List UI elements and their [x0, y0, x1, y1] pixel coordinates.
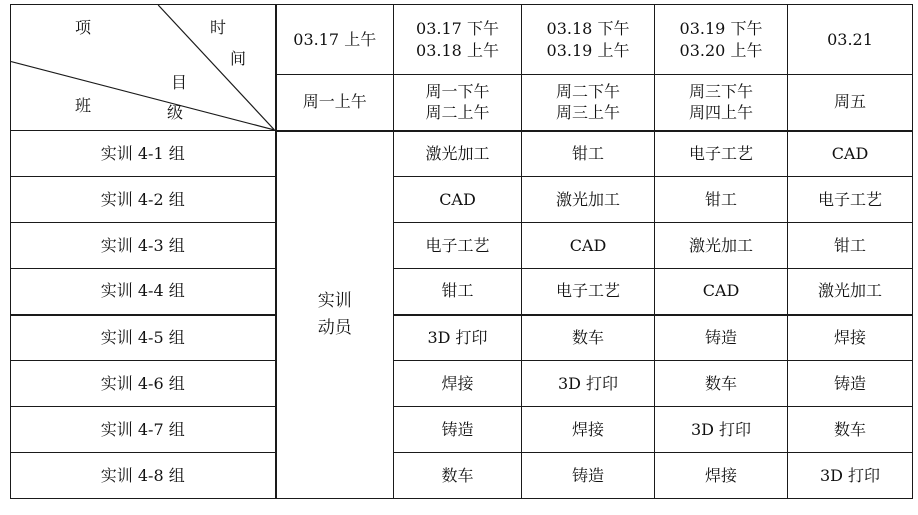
- table-row: [11, 453, 913, 499]
- schedule-cell: 钳工: [655, 177, 788, 223]
- date-header-cell: [788, 5, 913, 75]
- schedule-cell: 铸造: [394, 407, 522, 453]
- schedule-cell: 激光加工: [788, 269, 913, 315]
- table-row: [11, 223, 913, 269]
- day-header-line: 周五: [833, 92, 866, 112]
- date-header-cell: [522, 5, 655, 75]
- table-row: [11, 407, 913, 453]
- group-name-cell: 实训 4-2 组: [11, 177, 276, 223]
- schedule-cell: 铸造: [788, 361, 913, 407]
- corner-label-eye: 目: [171, 73, 188, 92]
- day-header-line: 周一下午: [425, 81, 490, 101]
- schedule-cell: 数车: [655, 361, 788, 407]
- mobilization-cell: [276, 131, 394, 499]
- table-row: [11, 315, 913, 361]
- schedule-cell: 铸造: [522, 453, 655, 499]
- schedule-cell: 激光加工: [655, 223, 788, 269]
- day-header-line: 周三上午: [555, 103, 620, 123]
- schedule-cell: 激光加工: [394, 131, 522, 177]
- schedule-cell: 电子工艺: [522, 269, 655, 315]
- schedule-cell: 焊接: [655, 453, 788, 499]
- day-header-cell: [276, 75, 394, 131]
- table-row: [11, 131, 913, 177]
- schedule-cell: 数车: [788, 407, 913, 453]
- group-name-cell: 实训 4-8 组: [11, 453, 276, 499]
- corner-label-time: 时: [210, 18, 227, 37]
- schedule-cell: 钳工: [522, 131, 655, 177]
- date-header-cell: [655, 5, 788, 75]
- corner-label-class: 班: [75, 96, 92, 115]
- mobilization-line: 实训: [317, 290, 352, 311]
- corner-label-item: 项: [75, 18, 92, 37]
- group-name-cell: 实训 4-7 组: [11, 407, 276, 453]
- day-header-line: 周一上午: [302, 92, 367, 112]
- day-header-cell: [788, 75, 913, 131]
- schedule-table: [10, 4, 913, 499]
- day-header-cell: [522, 75, 655, 131]
- group-name-cell: 实训 4-1 组: [11, 131, 276, 177]
- schedule-cell: 3D 打印: [788, 453, 913, 499]
- group-name-cell: 实训 4-3 组: [11, 223, 276, 269]
- schedule-cell: CAD: [394, 177, 522, 223]
- schedule-cell: 数车: [394, 453, 522, 499]
- date-header-line: 03.19 上午: [546, 40, 630, 60]
- date-header-cell: [276, 5, 394, 75]
- day-header-line: 周三下午: [688, 81, 753, 101]
- corner-header-cell: [11, 5, 276, 131]
- date-header-line: 03.19 下午: [679, 18, 763, 38]
- header-row-dates: [11, 5, 913, 75]
- group-name-cell: 实训 4-5 组: [11, 315, 276, 361]
- schedule-cell: 3D 打印: [522, 361, 655, 407]
- date-header-line: 03.18 下午: [546, 18, 630, 38]
- schedule-cell: 钳工: [394, 269, 522, 315]
- schedule-cell: 电子工艺: [655, 131, 788, 177]
- schedule-cell: 激光加工: [522, 177, 655, 223]
- schedule-cell: CAD: [522, 223, 655, 269]
- date-header-line: 03.18 上午: [416, 40, 499, 60]
- date-header-line: 03.17 上午: [293, 29, 377, 49]
- date-header-line: 03.17 下午: [416, 18, 499, 38]
- day-header-line: 周四上午: [688, 103, 753, 123]
- day-header-cell: [655, 75, 788, 131]
- schedule-cell: 钳工: [788, 223, 913, 269]
- day-header-cell: [394, 75, 522, 131]
- mobilization-line: 动员: [317, 317, 352, 338]
- schedule-cell: 电子工艺: [394, 223, 522, 269]
- schedule-cell: 3D 打印: [655, 407, 788, 453]
- day-header-line: 周二下午: [555, 81, 620, 101]
- day-header-line: 周二上午: [425, 103, 490, 123]
- date-header-cell: [394, 5, 522, 75]
- schedule-cell: 电子工艺: [788, 177, 913, 223]
- table-row: [11, 177, 913, 223]
- schedule-cell: 铸造: [655, 315, 788, 361]
- schedule-cell: CAD: [655, 269, 788, 315]
- date-header-line: 03.20 上午: [679, 40, 763, 60]
- schedule-cell: 焊接: [522, 407, 655, 453]
- schedule-cell: 数车: [522, 315, 655, 361]
- table-row: [11, 361, 913, 407]
- schedule-cell: 焊接: [788, 315, 913, 361]
- group-name-cell: 实训 4-4 组: [11, 269, 276, 315]
- corner-label-between: 间: [230, 49, 247, 68]
- date-header-line: 03.21: [827, 29, 873, 49]
- schedule-cell: CAD: [788, 131, 913, 177]
- corner-label-level: 级: [167, 103, 184, 122]
- group-name-cell: 实训 4-6 组: [11, 361, 276, 407]
- schedule-cell: 焊接: [394, 361, 522, 407]
- table-row: [11, 269, 913, 315]
- schedule-cell: 3D 打印: [394, 315, 522, 361]
